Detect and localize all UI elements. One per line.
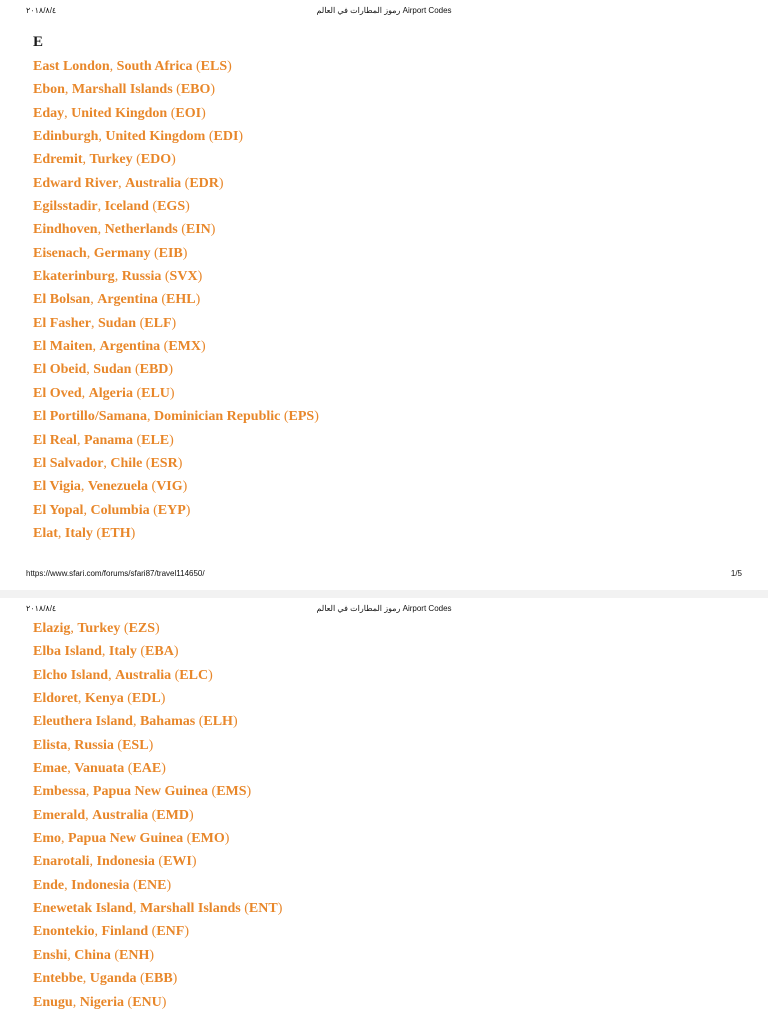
airport-country: Indonesia xyxy=(96,854,155,870)
open-paren: ( xyxy=(192,59,201,74)
close-paren: ) xyxy=(218,175,224,191)
airport-city: Eday xyxy=(33,105,65,121)
airport-list xyxy=(33,619,282,1016)
airport-city: Enugu xyxy=(33,994,73,1010)
airport-code: EDL xyxy=(131,691,161,707)
airport-code: ESR xyxy=(150,455,178,471)
comma-separator: , xyxy=(57,525,65,541)
close-paren: ) xyxy=(173,644,179,660)
airport-country: Indonesia xyxy=(71,877,130,893)
airport-entry[interactable] xyxy=(33,501,319,524)
airport-code: ENF xyxy=(156,924,185,940)
airport-country: Venezuela xyxy=(87,479,149,495)
close-paren: ) xyxy=(160,691,166,707)
airport-city: Entebbe xyxy=(33,971,83,987)
airport-code: ELC xyxy=(179,667,209,683)
airport-entry[interactable] xyxy=(33,477,319,500)
airport-code: EMO xyxy=(191,831,225,847)
airport-city: Embessa xyxy=(33,784,86,800)
comma-separator: , xyxy=(90,292,98,308)
header-title-english: Airport Codes xyxy=(402,6,452,15)
comma-separator: , xyxy=(64,82,72,98)
airport-country: Panama xyxy=(83,432,133,448)
close-paren: ) xyxy=(238,129,244,145)
airport-entry[interactable] xyxy=(33,736,282,759)
airport-city: Eindhoven xyxy=(33,222,98,238)
airport-code: ELS xyxy=(200,59,228,74)
open-paren: ( xyxy=(136,315,145,331)
airport-code: EDI xyxy=(213,129,239,145)
open-paren: ( xyxy=(148,479,157,495)
header-title xyxy=(0,604,768,613)
airport-entry[interactable] xyxy=(33,619,282,642)
open-paren: ( xyxy=(123,691,132,707)
airport-country: South Africa xyxy=(116,59,193,74)
airport-entry[interactable] xyxy=(33,314,319,337)
close-paren: ) xyxy=(182,479,188,495)
airport-city: Ende xyxy=(33,877,65,893)
open-paren: ( xyxy=(142,455,151,471)
close-paren: ) xyxy=(210,222,216,238)
comma-separator: , xyxy=(108,667,116,683)
airport-list xyxy=(33,57,319,547)
airport-code: EAE xyxy=(132,761,162,777)
airport-country: Iceland xyxy=(104,199,149,215)
airport-city: Ebon xyxy=(33,82,65,98)
close-paren: ) xyxy=(182,245,188,261)
open-paren: ( xyxy=(181,175,190,191)
open-paren: ( xyxy=(157,292,167,308)
open-paren: ( xyxy=(172,82,181,98)
airport-city: Emae xyxy=(33,761,68,777)
close-paren: ) xyxy=(232,714,238,730)
airport-city: Egilsstadir xyxy=(33,199,98,215)
airport-city: Enontekio xyxy=(33,924,95,940)
airport-country: Sudan xyxy=(93,362,132,378)
airport-city: Emo xyxy=(33,831,61,847)
airport-country: Marshall Islands xyxy=(139,901,241,917)
close-paren: ) xyxy=(246,784,252,800)
airport-code: ELU xyxy=(141,385,170,401)
close-paren: ) xyxy=(177,455,183,471)
comma-separator: , xyxy=(109,59,117,74)
close-paren: ) xyxy=(169,432,174,448)
airport-city: El Salvador xyxy=(33,455,104,471)
document-page-2 xyxy=(0,598,768,1024)
airport-country: Turkey xyxy=(77,621,121,636)
airport-country: Australia xyxy=(115,667,172,683)
airport-city: Elat xyxy=(33,525,58,541)
airport-country: Turkey xyxy=(89,152,133,168)
comma-separator: , xyxy=(70,621,78,636)
airport-country: Chile xyxy=(110,455,143,471)
open-paren: ( xyxy=(110,947,119,963)
comma-separator: , xyxy=(82,971,90,987)
comma-separator: , xyxy=(103,455,111,471)
airport-code: EMD xyxy=(156,807,189,823)
airport-code: EYP xyxy=(157,502,186,518)
open-paren: ( xyxy=(240,901,249,917)
open-paren: ( xyxy=(131,362,140,378)
airport-entry[interactable] xyxy=(33,337,319,360)
airport-code: EGS xyxy=(157,199,186,215)
comma-separator: , xyxy=(64,105,72,121)
airport-entry[interactable] xyxy=(33,642,282,665)
open-paren: ( xyxy=(136,971,145,987)
open-paren: ( xyxy=(132,432,142,448)
airport-country: Netherlands xyxy=(104,222,178,238)
airport-code: EMS xyxy=(216,784,247,800)
airport-country: United Kingdom xyxy=(105,129,206,145)
header-title-arabic: رموز المطارات في العالم xyxy=(316,604,401,613)
airport-code: EDR xyxy=(189,175,219,191)
airport-code: EIN xyxy=(185,222,211,238)
comma-separator: , xyxy=(101,644,109,660)
open-paren: ( xyxy=(124,994,133,1010)
comma-separator: , xyxy=(61,831,68,847)
open-paren: ( xyxy=(205,129,214,145)
open-paren: ( xyxy=(92,525,102,541)
close-paren: ) xyxy=(161,994,167,1010)
close-paren: ) xyxy=(191,854,197,870)
header-title xyxy=(0,6,768,15)
airport-country: Marshall Islands xyxy=(71,82,173,98)
airport-code: ELF xyxy=(144,315,172,331)
open-paren: ( xyxy=(132,152,141,168)
airport-city: Edinburgh xyxy=(33,129,99,145)
comma-separator: , xyxy=(67,947,75,963)
airport-entry[interactable] xyxy=(33,922,282,945)
close-paren: ) xyxy=(208,667,213,683)
close-paren: ) xyxy=(185,199,190,215)
comma-separator: , xyxy=(132,714,140,730)
airport-country: Vanuata xyxy=(74,761,125,777)
airport-country: Italy xyxy=(64,525,93,541)
airport-city: El Yopal xyxy=(33,502,84,518)
close-paren: ) xyxy=(201,105,206,121)
airport-code: ENH xyxy=(119,947,150,963)
open-paren: ( xyxy=(150,245,159,261)
airport-entry[interactable] xyxy=(33,407,319,430)
comma-separator: , xyxy=(92,339,100,355)
comma-separator: , xyxy=(72,994,80,1010)
close-paren: ) xyxy=(195,292,201,308)
airport-country: Italy xyxy=(108,644,137,660)
page-separator xyxy=(0,590,768,598)
airport-entry[interactable] xyxy=(33,360,319,383)
comma-separator: , xyxy=(83,502,91,518)
comma-separator: , xyxy=(132,901,140,917)
airport-entry[interactable] xyxy=(33,244,319,267)
airport-city: El Portillo/Samana xyxy=(33,409,147,425)
airport-country: Argentina xyxy=(99,339,161,355)
airport-country: Argentina xyxy=(97,292,158,308)
airport-code: ETH xyxy=(101,525,131,541)
open-paren: ( xyxy=(136,644,146,660)
comma-separator: , xyxy=(97,199,105,215)
airport-code: ENT xyxy=(248,901,278,917)
close-paren: ) xyxy=(210,82,216,98)
airport-city: Elba Island xyxy=(33,644,102,660)
airport-country: Columbia xyxy=(90,502,150,518)
comma-separator: , xyxy=(98,129,106,145)
airport-entry[interactable] xyxy=(33,712,282,735)
airport-entry[interactable] xyxy=(33,454,319,477)
airport-code: EHL xyxy=(166,292,196,308)
airport-code: EDO xyxy=(140,152,172,168)
airport-entry[interactable] xyxy=(33,197,319,220)
comma-separator: , xyxy=(86,245,94,261)
airport-code: EOI xyxy=(175,105,202,121)
close-paren: ) xyxy=(201,339,206,355)
airport-city: East London xyxy=(33,59,110,74)
airport-code: EMX xyxy=(168,339,202,355)
airport-code: EWI xyxy=(163,854,192,870)
airport-country: Dominician Republic xyxy=(153,409,281,425)
close-paren: ) xyxy=(171,315,177,331)
close-paren: ) xyxy=(172,971,178,987)
comma-separator: , xyxy=(90,315,98,331)
open-paren: ( xyxy=(148,807,157,823)
airport-country: Australia xyxy=(125,175,182,191)
open-paren: ( xyxy=(208,784,217,800)
airport-entry[interactable] xyxy=(33,57,319,80)
open-paren: ( xyxy=(280,409,289,425)
airport-country: United Kingdon xyxy=(71,105,168,121)
airport-city: Edward River xyxy=(33,175,119,191)
comma-separator: , xyxy=(146,409,154,425)
airport-country: Russia xyxy=(74,737,114,753)
comma-separator: , xyxy=(89,854,97,870)
airport-code: EBD xyxy=(139,362,169,378)
comma-separator: , xyxy=(85,807,93,823)
open-paren: ( xyxy=(113,737,123,753)
airport-city: Eleuthera Island xyxy=(33,714,133,730)
airport-entry[interactable] xyxy=(33,666,282,689)
airport-entry[interactable] xyxy=(33,782,282,805)
airport-entry[interactable] xyxy=(33,524,319,547)
close-paren: ) xyxy=(148,737,154,753)
airport-city: El Oved xyxy=(33,385,82,401)
comma-separator: , xyxy=(118,175,126,191)
airport-country: Nigeria xyxy=(79,994,125,1010)
airport-country: Bahamas xyxy=(139,714,196,730)
airport-entry[interactable] xyxy=(33,829,282,852)
airport-entry[interactable] xyxy=(33,127,319,150)
open-paren: ( xyxy=(148,924,157,940)
airport-code: EPS xyxy=(288,409,315,425)
comma-separator: , xyxy=(81,385,89,401)
open-paren: ( xyxy=(160,339,169,355)
airport-code: ELH xyxy=(203,714,233,730)
close-paren: ) xyxy=(314,409,319,425)
airport-entry[interactable] xyxy=(33,267,319,290)
footer-url: https://www.sfari.com/forums/sfari87/travel114650/ xyxy=(26,569,205,578)
airport-city: Edremit xyxy=(33,152,83,168)
open-paren: ( xyxy=(195,714,204,730)
close-paren: ) xyxy=(197,269,203,285)
airport-code: EIB xyxy=(158,245,183,261)
airport-entry[interactable] xyxy=(33,384,319,407)
airport-country: Kenya xyxy=(84,691,124,707)
airport-code: EBB xyxy=(144,971,173,987)
airport-city: El Maiten xyxy=(33,339,93,355)
comma-separator: , xyxy=(80,479,88,495)
close-paren: ) xyxy=(224,831,230,847)
close-paren: ) xyxy=(169,385,175,401)
airport-city: El Real xyxy=(33,432,77,448)
airport-entry[interactable] xyxy=(33,80,319,103)
page-header xyxy=(0,598,768,618)
airport-city: Eisenach xyxy=(33,245,87,261)
airport-city: Enewetak Island xyxy=(33,901,133,917)
airport-city: Ekaterinburg xyxy=(33,269,115,285)
airport-country: Papua New Guinea xyxy=(68,831,184,847)
airport-city: El Fasher xyxy=(33,315,91,331)
airport-entry[interactable] xyxy=(33,104,319,127)
airport-country: Algeria xyxy=(88,385,133,401)
airport-code: EBA xyxy=(145,644,174,660)
comma-separator: , xyxy=(64,877,72,893)
airport-entry[interactable] xyxy=(33,852,282,875)
open-paren: ( xyxy=(183,831,192,847)
airport-city: Enarotali xyxy=(33,854,90,870)
airport-city: Elazig xyxy=(33,621,71,636)
airport-entry[interactable] xyxy=(33,876,282,899)
close-paren: ) xyxy=(277,901,283,917)
airport-country: Finland xyxy=(101,924,149,940)
close-paren: ) xyxy=(161,761,166,777)
close-paren: ) xyxy=(168,362,174,378)
close-paren: ) xyxy=(185,502,191,518)
comma-separator: , xyxy=(67,737,75,753)
airport-entry[interactable] xyxy=(33,899,282,922)
close-paren: ) xyxy=(227,59,232,74)
airport-entry[interactable] xyxy=(33,759,282,782)
comma-separator: , xyxy=(94,924,102,940)
open-paren: ( xyxy=(120,621,129,636)
airport-entry[interactable] xyxy=(33,946,282,969)
airport-country: Russia xyxy=(121,269,162,285)
page-footer xyxy=(0,567,768,581)
comma-separator: , xyxy=(76,432,84,448)
open-paren: ( xyxy=(148,199,158,215)
airport-entry[interactable] xyxy=(33,689,282,712)
open-paren: ( xyxy=(171,667,180,683)
close-paren: ) xyxy=(149,947,155,963)
airport-country: Germany xyxy=(93,245,151,261)
airport-entry[interactable] xyxy=(33,969,282,992)
airport-city: Enshi xyxy=(33,947,68,963)
airport-entry[interactable] xyxy=(33,993,282,1016)
airport-code: VIG xyxy=(156,479,183,495)
airport-code: ESL xyxy=(122,737,149,753)
close-paren: ) xyxy=(184,924,190,940)
airport-code: ELE xyxy=(141,432,170,448)
comma-separator: , xyxy=(82,152,90,168)
open-paren: ( xyxy=(124,761,133,777)
comma-separator: , xyxy=(85,784,93,800)
close-paren: ) xyxy=(166,877,172,893)
airport-country: Papua New Guinea xyxy=(92,784,209,800)
open-paren: ( xyxy=(161,269,170,285)
footer-page-number: 1/5 xyxy=(730,569,742,578)
airport-entry[interactable] xyxy=(33,220,319,243)
comma-separator: , xyxy=(114,269,122,285)
airport-code: ENE xyxy=(137,877,167,893)
open-paren: ( xyxy=(167,105,176,121)
airport-code: EZS xyxy=(128,621,156,636)
page-header xyxy=(0,0,768,20)
open-paren: ( xyxy=(132,385,142,401)
close-paren: ) xyxy=(155,621,160,636)
airport-country: Uganda xyxy=(89,971,137,987)
section-letter: E xyxy=(33,34,44,50)
header-date: ٢٠١٨/٨/٤ xyxy=(26,604,57,613)
airport-entry[interactable] xyxy=(33,174,319,197)
airport-country: Australia xyxy=(92,807,149,823)
comma-separator: , xyxy=(86,362,94,378)
airport-entry[interactable] xyxy=(33,806,282,829)
header-title-english: Airport Codes xyxy=(402,604,452,613)
header-title-arabic: رموز المطارات في العالم xyxy=(316,6,401,15)
airport-entry[interactable] xyxy=(33,431,319,454)
airport-city: Elista xyxy=(33,737,68,753)
comma-separator: , xyxy=(67,761,75,777)
comma-separator: , xyxy=(97,222,105,238)
airport-city: Emerald xyxy=(33,807,86,823)
close-paren: ) xyxy=(130,525,136,541)
airport-city: Elcho Island xyxy=(33,667,109,683)
airport-city: El Bolsan xyxy=(33,292,91,308)
close-paren: ) xyxy=(171,152,176,168)
open-paren: ( xyxy=(177,222,186,238)
open-paren: ( xyxy=(129,877,138,893)
airport-code: ENU xyxy=(132,994,162,1010)
airport-entry[interactable] xyxy=(33,150,319,173)
comma-separator: , xyxy=(77,691,85,707)
airport-country: Sudan xyxy=(97,315,137,331)
open-paren: ( xyxy=(149,502,158,518)
airport-code: EBO xyxy=(180,82,211,98)
open-paren: ( xyxy=(154,854,164,870)
header-date: ٢٠١٨/٨/٤ xyxy=(26,6,57,15)
airport-city: Eldoret xyxy=(33,691,78,707)
airport-city: El Obeid xyxy=(33,362,87,378)
airport-code: SVX xyxy=(169,269,198,285)
close-paren: ) xyxy=(188,807,194,823)
airport-country: China xyxy=(74,947,111,963)
airport-city: El Vigia xyxy=(33,479,81,495)
airport-entry[interactable] xyxy=(33,290,319,313)
